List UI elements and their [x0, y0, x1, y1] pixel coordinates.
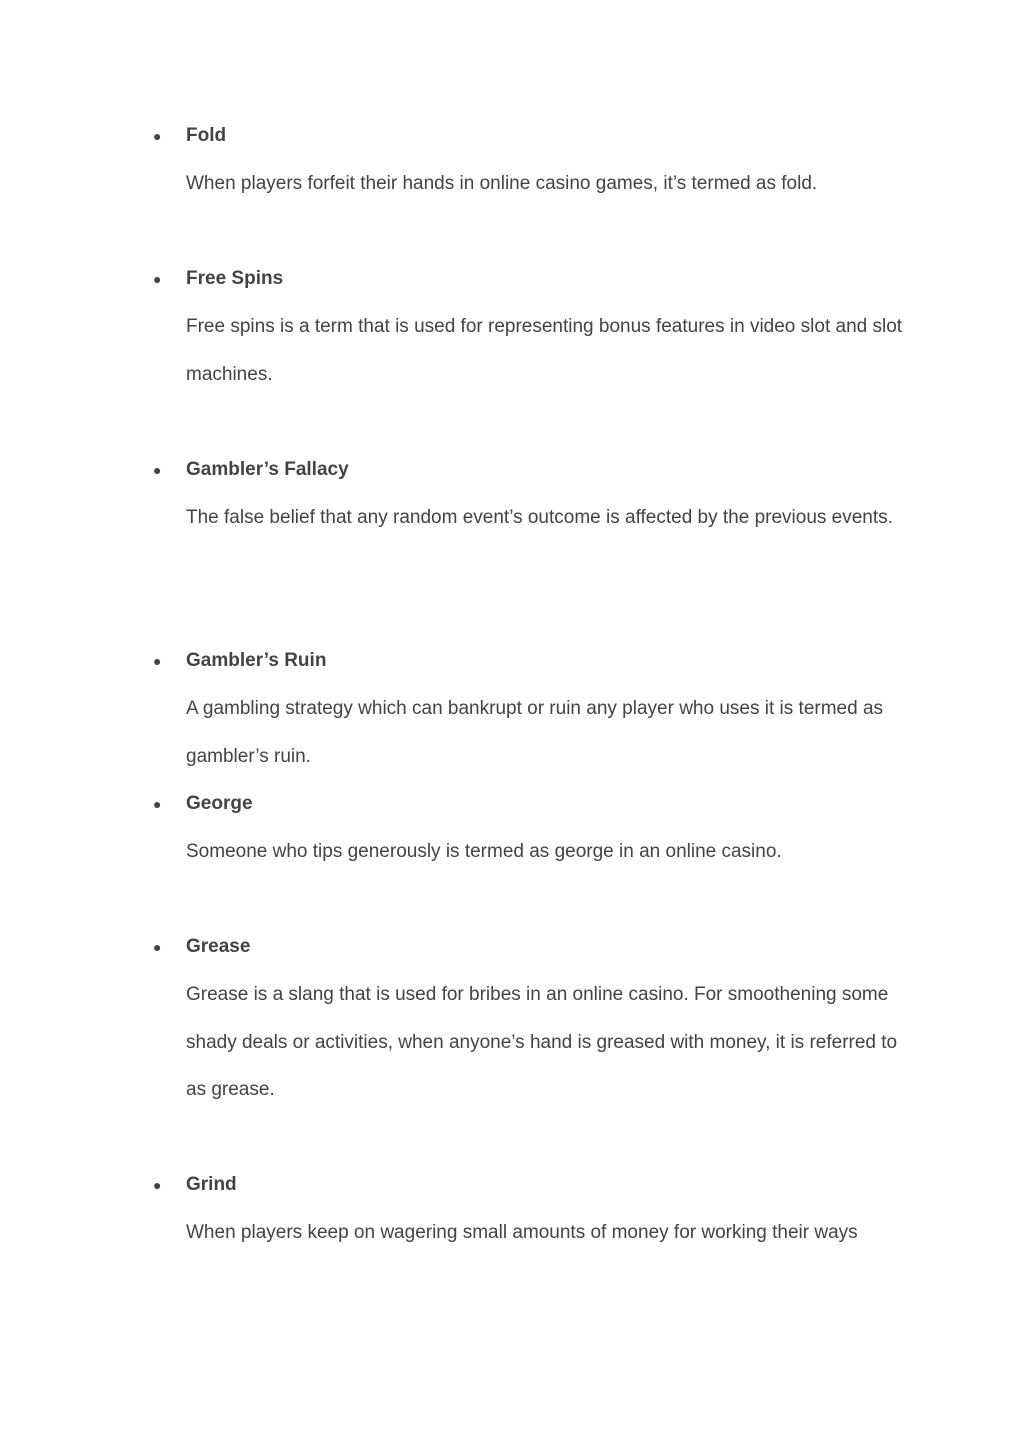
- bullet-icon: ●: [153, 939, 162, 955]
- term-definition: When players keep on wagering small amounts of money for working their ways: [186, 1222, 858, 1243]
- term-definition: Free spins is a term that is used for representing bonus features in video slot and slot machines.: [186, 316, 903, 385]
- term-heading: Grease: [186, 936, 251, 957]
- term-definition: The false belief that any random event’s outcome is affected by the previous events.: [186, 507, 893, 528]
- bullet-icon: ●: [153, 271, 162, 287]
- term-heading: Fold: [186, 125, 227, 146]
- bullet-icon: ●: [153, 462, 162, 478]
- bullet-icon: ●: [153, 653, 162, 669]
- term-heading: Free Spins: [186, 268, 284, 289]
- term-heading: Gambler’s Fallacy: [186, 459, 349, 480]
- term-definition: A gambling strategy which can bankrupt or ruin any player who uses it is termed as gambler’s ruin.: [186, 698, 884, 767]
- term-heading: Grind: [186, 1174, 237, 1195]
- term-heading: Gambler’s Ruin: [186, 650, 327, 671]
- term-definition: When players forfeit their hands in online casino games, it’s termed as fold.: [186, 173, 818, 194]
- term-definition: Grease is a slang that is used for bribes in an online casino. For smoothening some shady deals or activities, when anyone’s hand is greased with money, it is referred to as grease.: [186, 984, 898, 1101]
- term-definition: Someone who tips generously is termed as george in an online casino.: [186, 841, 782, 862]
- term-heading: George: [186, 793, 253, 814]
- bullet-icon: ●: [153, 1177, 162, 1193]
- bullet-icon: ●: [153, 128, 162, 144]
- bullet-icon: ●: [153, 796, 162, 812]
